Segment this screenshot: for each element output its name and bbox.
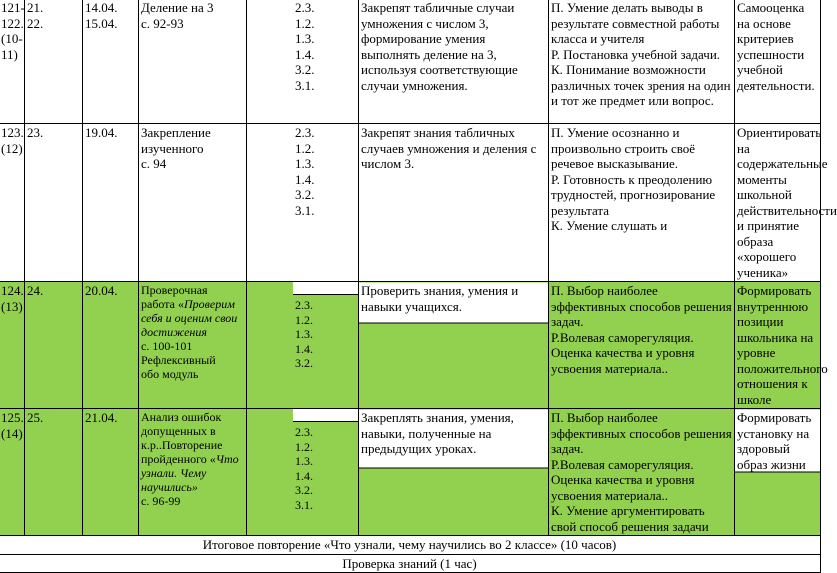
code-item: 2.3. <box>295 0 315 15</box>
uud-item: Р. Готовность к преодолению трудностей, прогнозирование результата <box>551 171 716 218</box>
white-strip <box>293 409 358 422</box>
topic-pages: с. 96-99 <box>141 494 181 508</box>
code-item: 1.4. <box>295 468 313 483</box>
lesson-date: 19.04. <box>85 125 118 140</box>
topic-lesson-number: 22. <box>27 15 44 31</box>
date-cell <box>83 282 139 409</box>
uud-item: К. Умение слушать и <box>551 218 668 233</box>
lesson-number: (10- <box>1 31 23 46</box>
code-item: 3.2. <box>295 187 315 202</box>
code-item: 3.1. <box>295 497 313 512</box>
personal-cell <box>735 409 821 536</box>
code-item: 2.3. <box>295 125 315 140</box>
goal-cell <box>359 282 549 409</box>
personal-text: Формировать установку на здоровый образ жизни <box>737 410 812 472</box>
topic-pages: с. 100-101 <box>141 339 193 353</box>
lesson-number-cell <box>0 409 25 536</box>
codes-cell <box>247 124 359 282</box>
lesson-number: 122. <box>1 15 24 31</box>
topic-italic: Проверим себя и оценим свои достижения <box>141 297 238 339</box>
codes-cell <box>247 0 359 124</box>
code-item: 1.2. <box>295 140 315 156</box>
code-item: 3.2. <box>295 62 315 77</box>
lesson-number: 125. <box>1 410 24 425</box>
lesson-number-cell <box>0 0 25 124</box>
footer-row <box>0 536 821 555</box>
goal-text: Проверить знания, умения и навыки учащихся. <box>361 283 519 314</box>
footer-row <box>0 554 821 573</box>
code-item: 1.3. <box>295 327 313 341</box>
code-item: 1.2. <box>295 15 315 31</box>
topic-pages: с. 92-93 <box>141 15 184 31</box>
uud-item: П. Умение осознанно и произвольно строить своё речевое высказывание. <box>551 125 696 171</box>
section-subheading: Проверка знаний (1 час) <box>0 554 821 573</box>
topic-lesson-number: 23. <box>27 125 44 140</box>
topic-cell <box>139 282 247 409</box>
topic-cell <box>139 0 247 124</box>
topic-title: Закрепление <box>141 125 211 140</box>
uud-item: П. Выбор наиболее эффективных способов решения задач. <box>551 410 732 456</box>
topic-cell <box>139 409 247 536</box>
lesson-number-cell <box>0 282 25 409</box>
uud-cell <box>549 0 735 124</box>
code-item: 1.3. <box>295 31 315 46</box>
goal-cell: Закрепят знания табличных случаев умножения и деления с числом 3. <box>359 124 549 282</box>
code-item: 1.4. <box>295 171 315 187</box>
lesson-number: (14) <box>1 425 23 441</box>
topic-title: Деление на 3 <box>141 0 214 15</box>
topic-lesson-number: 21. <box>27 0 44 15</box>
code-item: 3.1. <box>295 202 315 218</box>
topic-lesson-cell <box>25 0 83 124</box>
code-item: 3.2. <box>295 356 313 370</box>
code-item: 1.4. <box>295 341 313 356</box>
uud-item: Оценка качества и уровня усвоения материала.. <box>551 472 695 503</box>
goal-cell <box>359 409 549 536</box>
uud-item: П. Выбор наиболее эффективных способов решения задач. <box>551 283 732 329</box>
code-item: 1.4. <box>295 46 315 62</box>
lesson-number: 11) <box>1 46 18 62</box>
table-row <box>0 0 821 124</box>
uud-item: Р. Постановка учебной задачи. <box>551 46 721 62</box>
lesson-number: (12) <box>1 140 23 156</box>
code-item: 2.3. <box>295 425 313 439</box>
lesson-number: 124. <box>1 283 24 298</box>
topic-lesson-cell <box>25 282 83 409</box>
lesson-date: 14.04. <box>85 0 118 15</box>
lesson-date: 21.04. <box>85 410 118 425</box>
topic-cell <box>139 124 247 282</box>
date-cell <box>83 0 139 124</box>
lesson-number-cell <box>0 124 25 282</box>
topic-title: Проверочная работа « <box>141 283 208 311</box>
white-strip <box>293 282 358 295</box>
topic-lesson-number: 25. <box>27 410 44 425</box>
uud-cell <box>549 282 735 409</box>
topic-title: изученного <box>141 140 204 156</box>
lesson-date: 15.04. <box>85 15 118 31</box>
topic-title: Анализ ошибок допущенных в к.р..Повторение пройденного « <box>141 410 223 466</box>
lesson-number: (13) <box>1 298 23 314</box>
goal-text: Закреплять знания, умения, навыки, полученные на предыдущих уроках. <box>361 410 514 456</box>
code-item: 3.2. <box>295 483 313 497</box>
code-item: 1.3. <box>295 454 313 468</box>
topic-lesson-cell <box>25 409 83 536</box>
table-row <box>0 409 821 536</box>
uud-cell <box>549 409 735 536</box>
lesson-number: 121- <box>1 0 25 15</box>
personal-cell: Самооценка на основе критериев успешности учебной деятельности. <box>735 0 821 124</box>
date-cell <box>83 124 139 282</box>
goal-cell: Закрепят табличные случаи умножения с числом 3, формирование умения выполнять деление на 3, используя соответствующие случаи умножения. <box>359 0 549 124</box>
table-row <box>0 282 821 409</box>
topic-italic: Что узнали. Чему научились» <box>141 452 239 494</box>
uud-item: Р.Волевая саморегуляция. <box>551 456 694 472</box>
code-item: 1.2. <box>295 312 313 327</box>
topic-lesson-number: 24. <box>27 283 44 298</box>
topic-extra: обо модуль <box>141 367 199 381</box>
code-item: 3.1. <box>295 77 315 93</box>
lesson-number: 123. <box>1 125 24 140</box>
codes-cell <box>247 409 359 536</box>
uud-item: К. Понимание возможности различных точек зрения на один и тот же предмет или вопрос. <box>551 62 731 108</box>
topic-pages: с. 94 <box>141 156 167 171</box>
code-item: 2.3. <box>295 298 313 312</box>
topic-lesson-cell <box>25 124 83 282</box>
code-item: 1.3. <box>295 156 315 171</box>
personal-cell: Формировать внутреннюю позиции школьника на уровне положительного отношения к школе <box>735 282 821 409</box>
table-row <box>0 124 821 282</box>
uud-item: К. Умение аргументировать свой способ решения задачи <box>551 503 709 534</box>
section-heading: Итоговое повторение «Что узнали, чему научились во 2 классе» (10 часов) <box>0 536 821 555</box>
uud-item: Оценка качества и уровня усвоения материала.. <box>551 345 695 376</box>
code-item: 1.2. <box>295 439 313 454</box>
personal-cell: Ориентировать на содержательные моменты школьной действительности и принятие образа «хорошего ученика» <box>735 124 821 282</box>
date-cell <box>83 409 139 536</box>
topic-extra: Рефлексивный <box>141 353 216 367</box>
uud-item: П. Умение делать выводы в результате совместной работы класса и учителя <box>551 0 720 46</box>
lesson-date: 20.04. <box>85 283 118 298</box>
codes-cell <box>247 282 359 409</box>
uud-item: Р.Волевая саморегуляция. <box>551 329 694 345</box>
uud-cell <box>549 124 735 282</box>
